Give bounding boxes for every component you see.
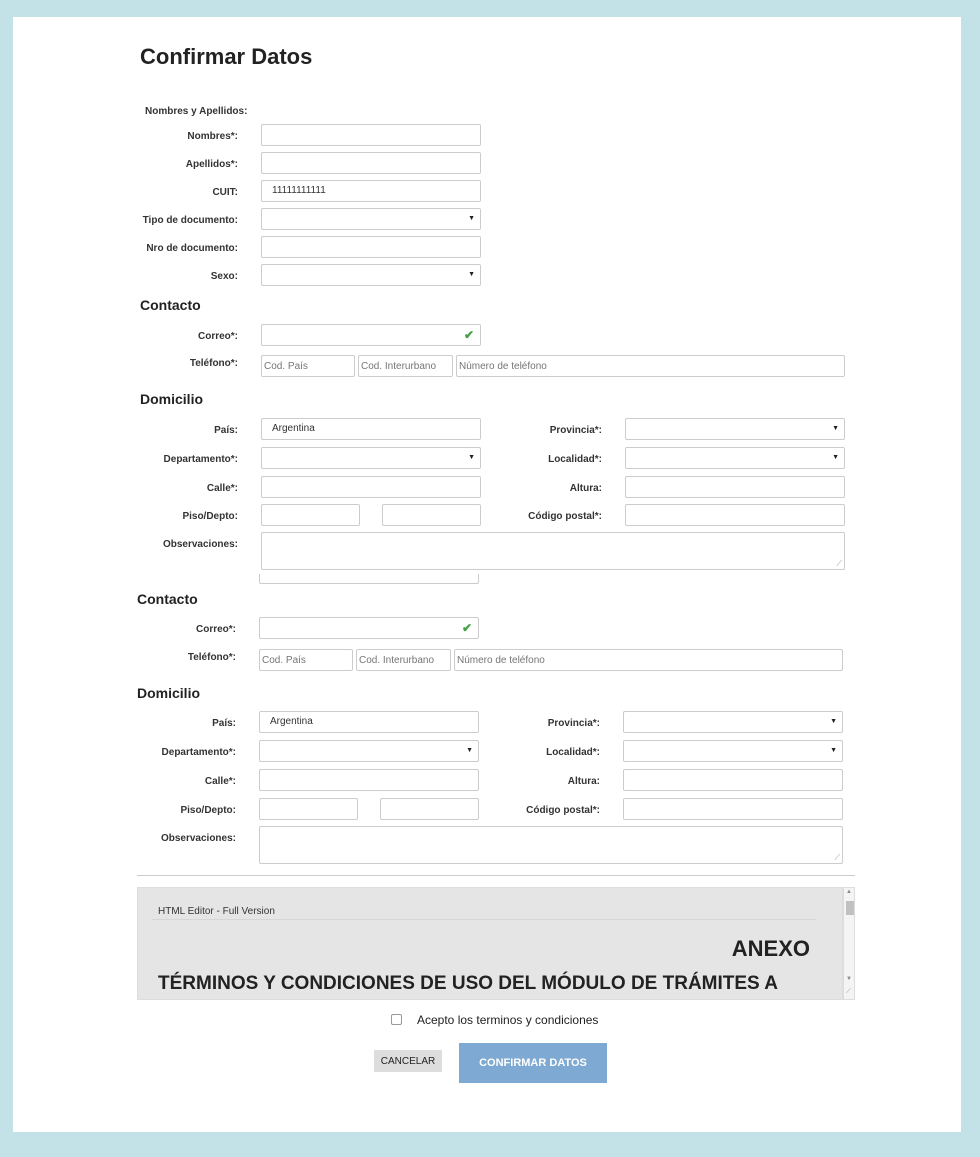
calle-input[interactable] xyxy=(259,769,479,791)
departamento-label: Departamento*: xyxy=(161,747,236,758)
editor-heading: ANEXO xyxy=(731,936,810,961)
depto-input[interactable] xyxy=(380,798,479,820)
form-card xyxy=(13,17,961,1132)
numero-telefono-input[interactable] xyxy=(454,649,843,671)
names-section-label: Nombres y Apellidos: xyxy=(145,106,248,117)
apellidos-label: Apellidos*: xyxy=(185,159,238,170)
domicilio-title: Domicilio xyxy=(137,685,201,701)
editor-separator xyxy=(152,919,816,920)
pais-input[interactable]: Argentina xyxy=(259,711,479,733)
calle-input[interactable] xyxy=(261,476,481,498)
provincia-select[interactable] xyxy=(623,711,843,733)
nombres-input[interactable] xyxy=(261,124,481,146)
numero-telefono-input[interactable] xyxy=(456,355,845,377)
cuit-input[interactable]: 11111111111 xyxy=(261,180,481,202)
sexo-select[interactable] xyxy=(261,264,481,286)
provincia-label: Provincia*: xyxy=(547,718,600,729)
departamento-select[interactable] xyxy=(259,740,479,762)
correo-input[interactable] xyxy=(259,617,479,639)
cod-interurbano-input[interactable] xyxy=(358,355,453,377)
cuit-label: CUIT: xyxy=(212,187,238,198)
confirm-button[interactable]: CONFIRMAR DATOS xyxy=(459,1043,607,1083)
check-icon: ✔ xyxy=(463,328,474,342)
provincia-select[interactable] xyxy=(625,418,845,440)
piso-depto-label: Piso/Depto: xyxy=(180,805,236,816)
contacto-title: Contacto xyxy=(137,591,198,607)
telefono-label: Teléfono*: xyxy=(187,652,236,663)
codigo-postal-input[interactable] xyxy=(623,798,843,820)
sexo-label: Sexo: xyxy=(210,271,238,282)
observaciones-label: Observaciones: xyxy=(160,833,236,844)
depto-input[interactable] xyxy=(382,504,481,526)
resize-grip-icon[interactable]: ⟋ xyxy=(834,853,840,862)
resize-grip-icon[interactable]: ⟋ xyxy=(846,988,851,995)
correo-label: Correo*: xyxy=(195,624,236,635)
terms-checkbox-label[interactable]: Acepto los terminos y condiciones xyxy=(417,1013,599,1027)
calle-label: Calle*: xyxy=(204,776,236,787)
cod-pais-input[interactable] xyxy=(261,355,355,377)
nro-documento-label: Nro de documento: xyxy=(146,243,238,254)
page-title: Confirmar Datos xyxy=(140,44,313,69)
cod-interurbano-input[interactable] xyxy=(356,649,451,671)
editor-subheading: TÉRMINOS Y CONDICIONES DE USO DEL MÓDULO DE TRÁMITES A xyxy=(158,973,779,994)
editor-toolbar-label: HTML Editor - Full Version xyxy=(158,906,275,917)
tipo-documento-select[interactable] xyxy=(261,208,481,230)
terms-html-editor[interactable] xyxy=(137,887,843,1000)
pais-input[interactable]: Argentina xyxy=(261,418,481,440)
editor-scrollbar[interactable] xyxy=(843,887,855,1000)
correo-label: Correo*: xyxy=(197,331,238,342)
altura-input[interactable] xyxy=(623,769,843,791)
nro-documento-input[interactable] xyxy=(261,236,481,258)
scrollbar-thumb[interactable] xyxy=(846,901,854,915)
divider xyxy=(137,875,855,876)
codigo-postal-label: Código postal*: xyxy=(528,511,602,522)
telefono-label: Teléfono*: xyxy=(189,358,238,369)
check-icon: ✔ xyxy=(461,621,472,635)
altura-input[interactable] xyxy=(625,476,845,498)
altura-label: Altura: xyxy=(567,776,600,787)
calle-label: Calle*: xyxy=(206,483,238,494)
correo-input[interactable] xyxy=(261,324,481,346)
observaciones-label: Observaciones: xyxy=(162,539,238,550)
scroll-down-arrow-icon[interactable]: ▼ xyxy=(846,976,852,982)
piso-input[interactable] xyxy=(261,504,360,526)
provincia-label: Provincia*: xyxy=(549,425,602,436)
tipo-documento-label: Tipo de documento: xyxy=(142,215,238,226)
nombres-label: Nombres*: xyxy=(187,131,238,142)
cancel-button[interactable]: CANCELAR xyxy=(374,1050,442,1072)
apellidos-input[interactable] xyxy=(261,152,481,174)
localidad-label: Localidad*: xyxy=(548,454,602,465)
resize-grip-icon[interactable]: ⟋ xyxy=(836,559,842,568)
departamento-select[interactable] xyxy=(261,447,481,469)
piso-depto-label: Piso/Depto: xyxy=(182,511,238,522)
pais-label: País: xyxy=(214,425,238,436)
clipped-input-edge xyxy=(259,574,479,584)
localidad-label: Localidad*: xyxy=(546,747,600,758)
localidad-select[interactable] xyxy=(623,740,843,762)
altura-label: Altura: xyxy=(569,483,602,494)
pais-label: País: xyxy=(212,718,236,729)
terms-checkbox[interactable] xyxy=(391,1014,402,1025)
domicilio-title: Domicilio xyxy=(140,391,204,407)
scroll-up-arrow-icon[interactable]: ▲ xyxy=(846,889,852,895)
cod-pais-input[interactable] xyxy=(259,649,353,671)
contacto-title: Contacto xyxy=(140,297,201,313)
localidad-select[interactable] xyxy=(625,447,845,469)
piso-input[interactable] xyxy=(259,798,358,820)
codigo-postal-label: Código postal*: xyxy=(526,805,600,816)
observaciones-textarea[interactable] xyxy=(259,826,843,864)
observaciones-textarea[interactable] xyxy=(261,532,845,570)
codigo-postal-input[interactable] xyxy=(625,504,845,526)
departamento-label: Departamento*: xyxy=(163,454,238,465)
